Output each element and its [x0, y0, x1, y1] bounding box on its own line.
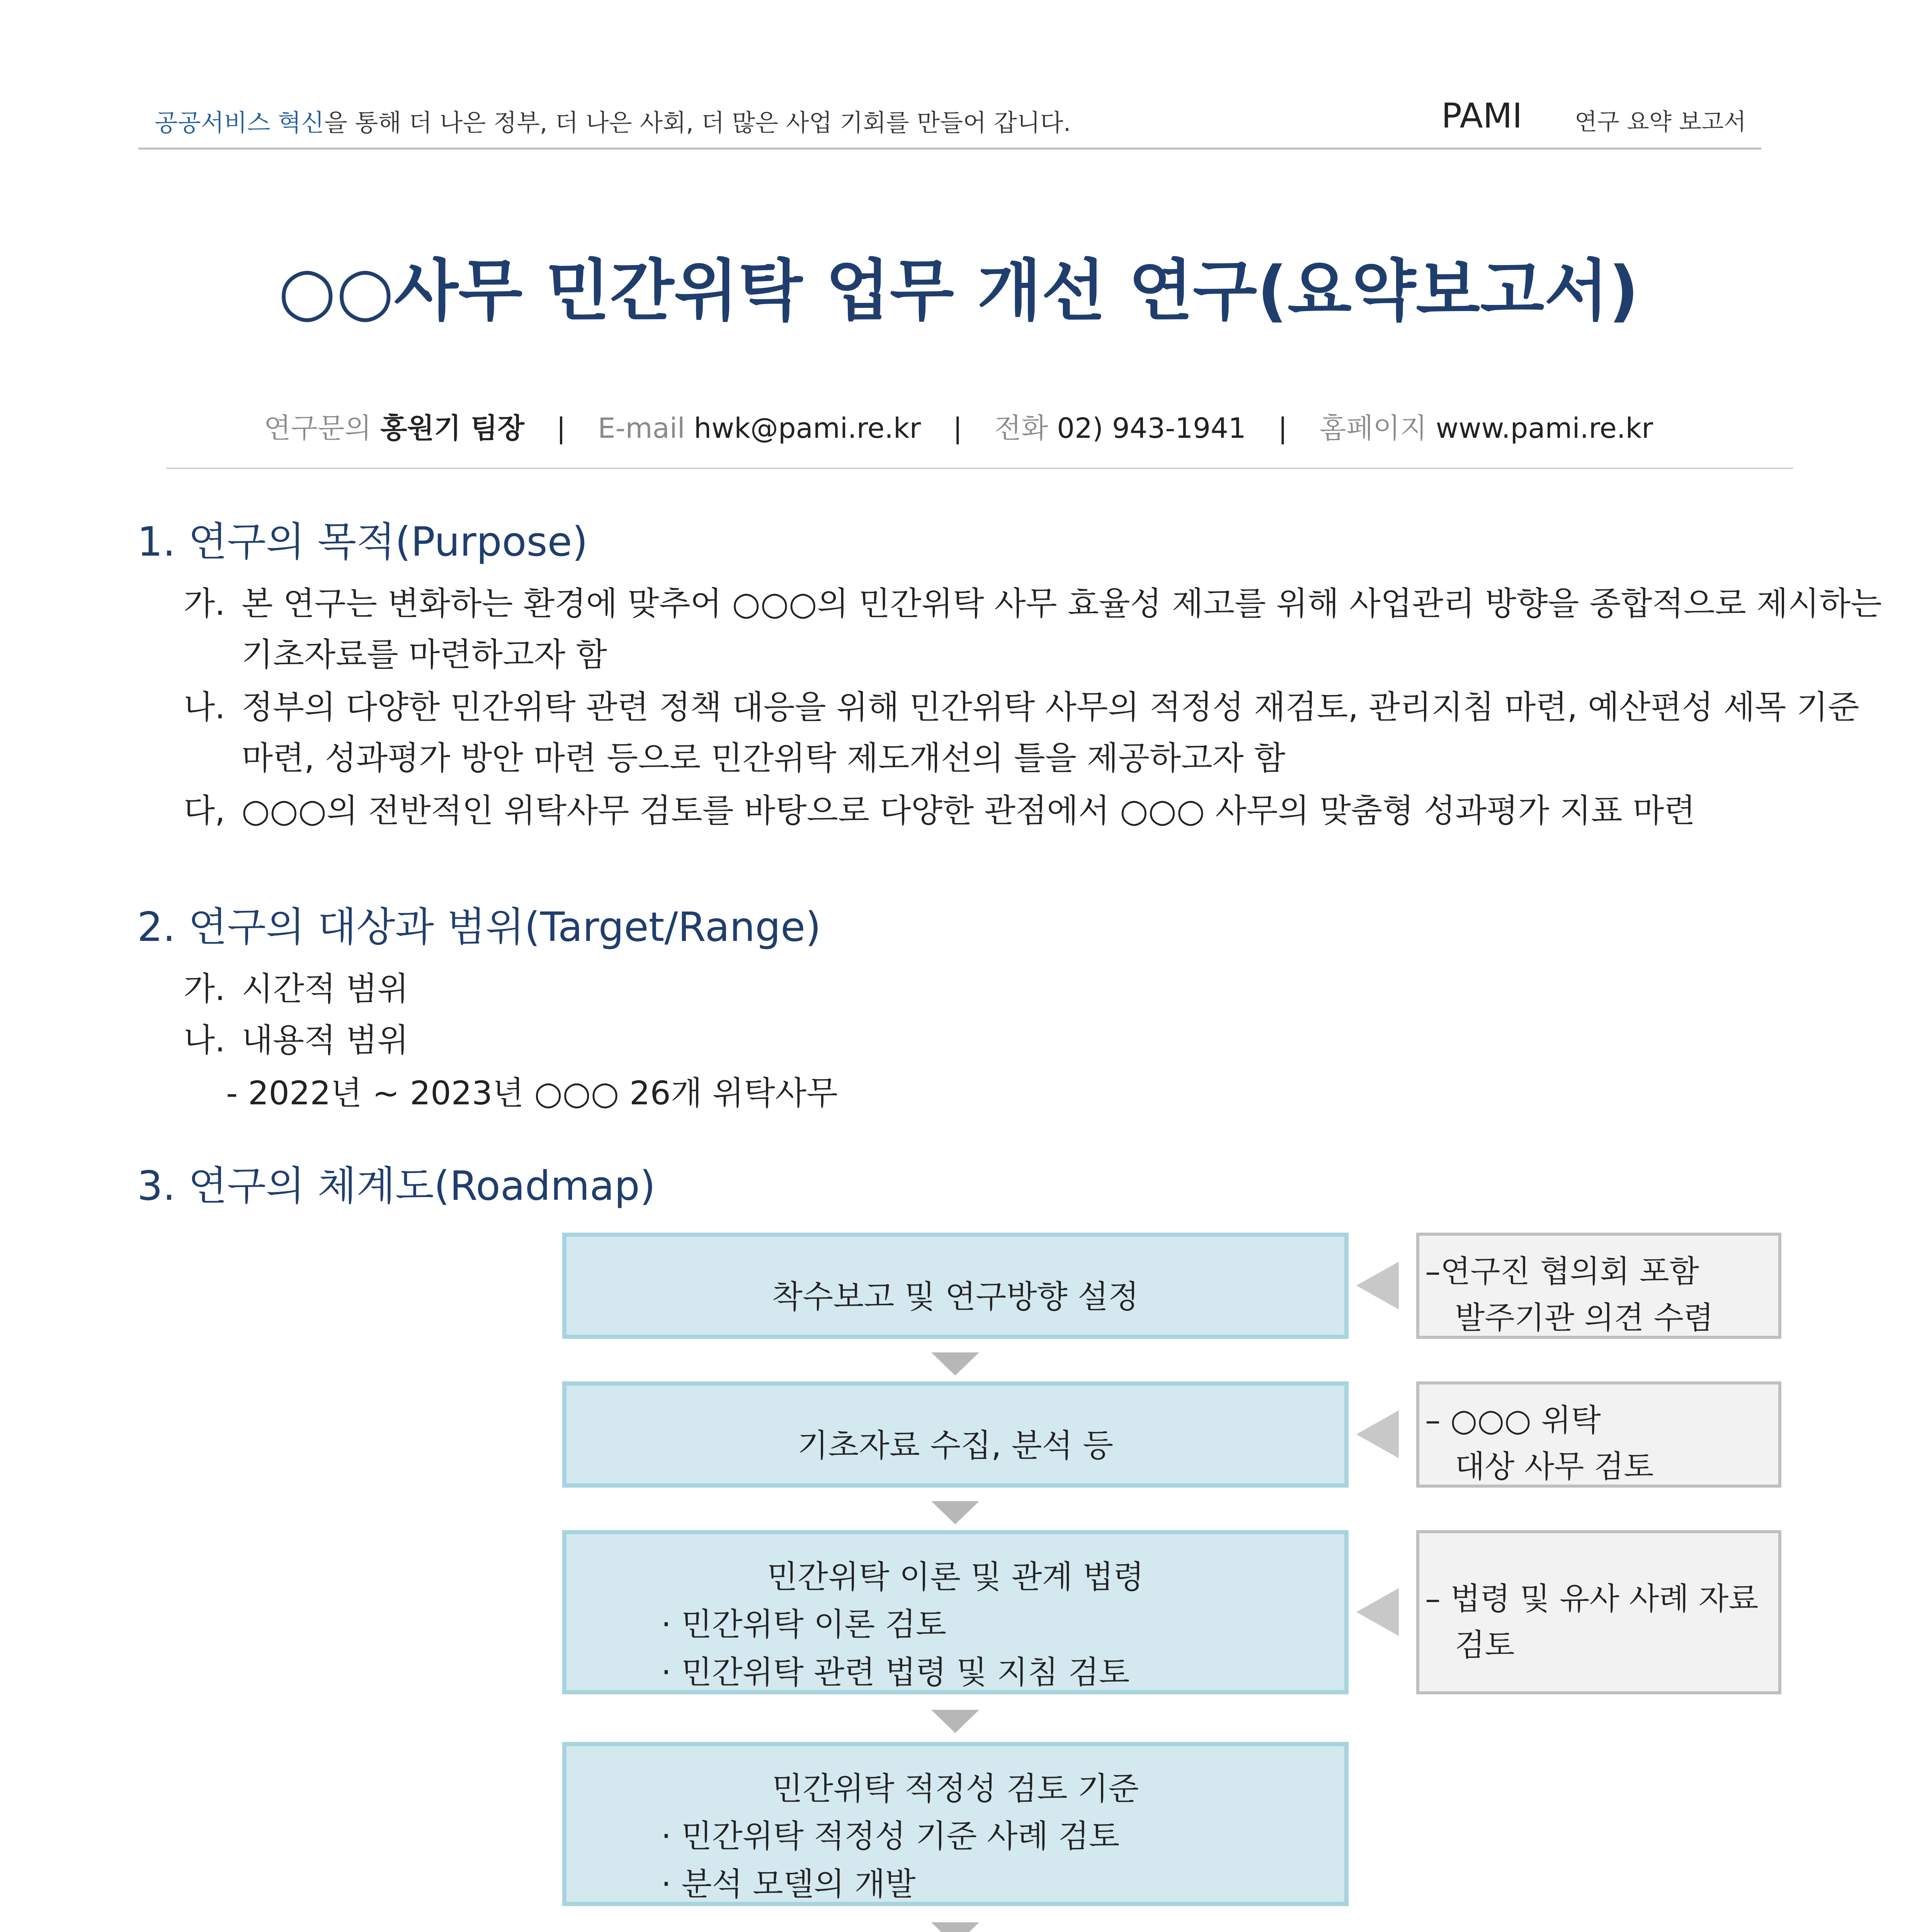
stage-sub-item: · 민간위탁 적정성 기준 사례 검토 [661, 1818, 1120, 1855]
contact-separator: | [1278, 412, 1288, 444]
arrow-down-icon [931, 1352, 979, 1376]
purpose-item-1-line-1: 본 연구는 변화하는 환경에 맞추어 ○○○의 민간위탁 사무 효율성 제고를 위해 사업관리 방향을 종합적으로 제시하는 [242, 585, 1882, 622]
target-item-1: 시간적 범위 [242, 970, 409, 1008]
stage-title: 착수보고 및 연구방향 설정 [772, 1279, 1139, 1315]
purpose-item-2-line-2: 마련, 성과평가 방안 마련 등으로 민간위탁 제도개선의 틀을 제공하고자 함 [242, 739, 1286, 777]
purpose-item-2-line-1: 정부의 다양한 민간위탁 관련 정책 대응을 위해 민간위탁 사무의 적정성 재검토, 관리지침 마련, 예산편성 세목 기준 [242, 688, 1859, 726]
header-divider [138, 148, 1761, 150]
purpose-marker-1: 가. [184, 585, 225, 622]
note-line: 발주기관 의견 수렴 [1455, 1300, 1714, 1336]
roadmap-stage-1 [562, 1233, 1349, 1339]
purpose-marker-3: 다, [184, 792, 225, 830]
contact-line [0, 406, 1917, 446]
purpose-marker-2: 나. [184, 688, 225, 726]
section-heading-target: 2. 연구의 대상과 범위(Target/Range) [137, 903, 821, 951]
purpose-item-1-line-2: 기초자료를 마련하고자 함 [242, 636, 607, 673]
phone-label: 전화 [994, 412, 1048, 444]
note-line: – 법령 및 유사 사례 자료 [1425, 1581, 1759, 1617]
stage-sub-item: · 민간위탁 이론 검토 [661, 1606, 946, 1643]
stage-sub-item: · 분석 모델의 개발 [661, 1866, 916, 1903]
slogan-highlight: 공공서비스 혁신 [155, 109, 324, 137]
note-line: –연구진 협의회 포함 [1425, 1253, 1699, 1289]
homepage-label: 홈페이지 [1319, 412, 1427, 444]
header-brand: PAMI [1441, 96, 1522, 136]
target-marker-1: 가. [184, 970, 225, 1008]
slogan-rest: 을 통해 더 나은 정부, 더 나은 사회, 더 많은 사업 기회를 만들어 갑니다. [324, 109, 1071, 137]
contact-separator: | [953, 412, 963, 444]
inquiry-value: 홍원기 팀장 [380, 412, 524, 444]
purpose-item-3-line-1: ○○○의 전반적인 위탁사무 검토를 바탕으로 다양한 관점에서 ○○○ 사무의 맞춤형 성과평가 지표 마련 [242, 792, 1696, 830]
roadmap-note-2 [1416, 1381, 1781, 1488]
stage-title: 민간위탁 이론 및 관계 법령 [767, 1559, 1144, 1595]
stage-title: 기초자료 수집, 분석 등 [797, 1427, 1114, 1464]
section-heading-purpose: 1. 연구의 목적(Purpose) [137, 518, 588, 565]
document-title: ○○사무 민간위탁 업무 개선 연구(요약보고서) [278, 252, 1639, 330]
stage-title: 민간위탁 적정성 검토 기준 [772, 1770, 1139, 1807]
arrow-down-icon [931, 1710, 979, 1733]
target-marker-2: 나. [184, 1021, 225, 1059]
arrow-left-icon [1356, 1410, 1399, 1458]
email-label: E-mail [598, 412, 685, 444]
target-item-2: 내용적 범위 [242, 1021, 409, 1059]
note-line: 검토 [1455, 1627, 1515, 1663]
arrow-down-icon [931, 1501, 979, 1524]
note-line: – ○○○ 위탁 [1425, 1402, 1601, 1438]
header-slogan [155, 104, 1071, 138]
contact-separator: | [556, 412, 566, 444]
header-report-type: 연구 요약 보고서 [1575, 109, 1746, 136]
email-link[interactable]: hwk@pami.re.kr [694, 412, 921, 444]
arrow-down-icon [931, 1922, 979, 1932]
roadmap-note-3 [1416, 1530, 1781, 1694]
stage-sub-item: · 민간위탁 관련 법령 및 지침 검토 [661, 1654, 1130, 1691]
section-heading-roadmap: 3. 연구의 체계도(Roadmap) [137, 1162, 656, 1209]
roadmap-note-1 [1416, 1233, 1781, 1339]
target-sub-item: - 2022년 ~ 2023년 ○○○ 26개 위탁사무 [226, 1074, 838, 1112]
roadmap-stage-4 [562, 1742, 1349, 1906]
homepage-link[interactable]: www.pami.re.kr [1436, 412, 1653, 444]
inquiry-label: 연구문의 [264, 412, 372, 444]
note-line: 대상 사무 검토 [1455, 1449, 1654, 1485]
roadmap-stage-2 [562, 1381, 1349, 1488]
roadmap-stage-3 [562, 1530, 1349, 1694]
arrow-left-icon [1356, 1262, 1399, 1310]
phone-value: 02) 943-1941 [1057, 412, 1246, 444]
arrow-left-icon [1356, 1588, 1399, 1636]
contact-divider [166, 468, 1793, 469]
